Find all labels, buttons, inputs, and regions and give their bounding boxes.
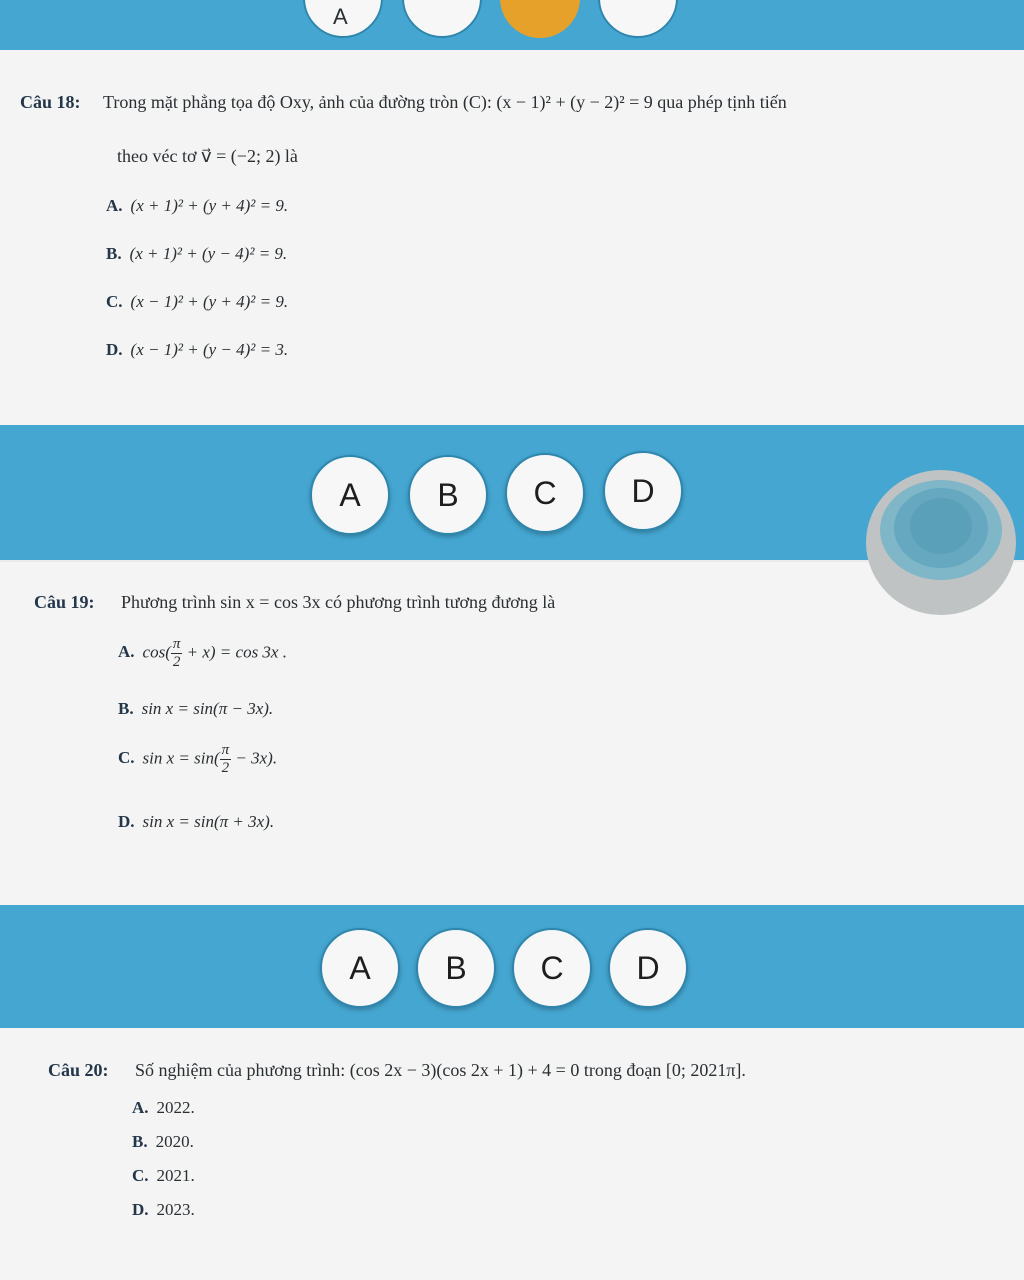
answer-d-button[interactable]: D [603,451,683,531]
answer-b-button[interactable]: B [416,928,496,1008]
answer-b-button[interactable]: B [408,455,488,535]
question-18-text: Trong mặt phẳng tọa độ Oxy, ảnh của đường tròn (C): (x − 1)² + (y − 2)² = 9 qua phép tịnh tiến [103,92,787,112]
answer-c-button[interactable]: C [512,928,592,1008]
question-19-card [0,562,1024,907]
question-18-number: Câu 18: [20,92,81,112]
question-20-line1 [48,1060,746,1081]
q18-option-c[interactable]: C. (x − 1)² + (y + 4)² = 9. [106,292,289,311]
answer-d-button[interactable]: D [608,928,688,1008]
question-20-number: Câu 20: [48,1060,109,1080]
pi-over-2-fraction: $\frac{\pi}{2}$ [221,742,230,776]
q18-option-d[interactable]: D. (x − 1)² + (y − 4)² = 3. [106,340,289,359]
question-19-text: Phương trình sin x = cos 3x có phương trình tương đương là [121,592,556,612]
pi-over-2-fraction: $\frac{\pi}{2}$ [172,636,181,670]
answer-a-button[interactable]: A [320,928,400,1008]
q20-option-a[interactable]: A. 2022. [132,1098,195,1117]
question-19-line1 [34,592,555,613]
q20-option-c[interactable]: C. 2021. [132,1166,195,1185]
answer-c-button[interactable]: C [505,453,585,533]
fab-ring-core [910,498,972,554]
question-18-line1 [20,92,787,113]
q19-option-b[interactable]: B. sin x = sin(π − 3x). [118,699,274,718]
floating-menu-button[interactable] [866,470,1016,615]
answer-a-button[interactable]: A [310,455,390,535]
top-answer-label: A [333,4,348,29]
question-19-number: Câu 19: [34,592,95,612]
question-20-text: Số nghiệm của phương trình: (cos 2x − 3)(cos 2x + 1) + 4 = 0 trong đoạn [0; 2021π]. [135,1060,746,1080]
q18-option-b[interactable]: B. (x + 1)² + (y − 4)² = 9. [106,244,288,263]
q19-option-a[interactable]: A. cos( $\frac{\pi}{2}$ + x) = cos 3x . [118,636,287,670]
q20-option-b[interactable]: B. 2020. [132,1132,194,1151]
q19-option-c[interactable]: C. sin x = sin( $\frac{\pi}{2}$ − 3x). [118,742,278,776]
q19-option-d[interactable]: D. sin x = sin(π + 3x). [118,812,275,831]
question-18-line2: theo véc tơ v⃗ = (−2; 2) là [117,146,298,166]
q20-option-d[interactable]: D. 2023. [132,1200,195,1219]
q18-option-a[interactable]: A. (x + 1)² + (y + 4)² = 9. [106,196,289,215]
